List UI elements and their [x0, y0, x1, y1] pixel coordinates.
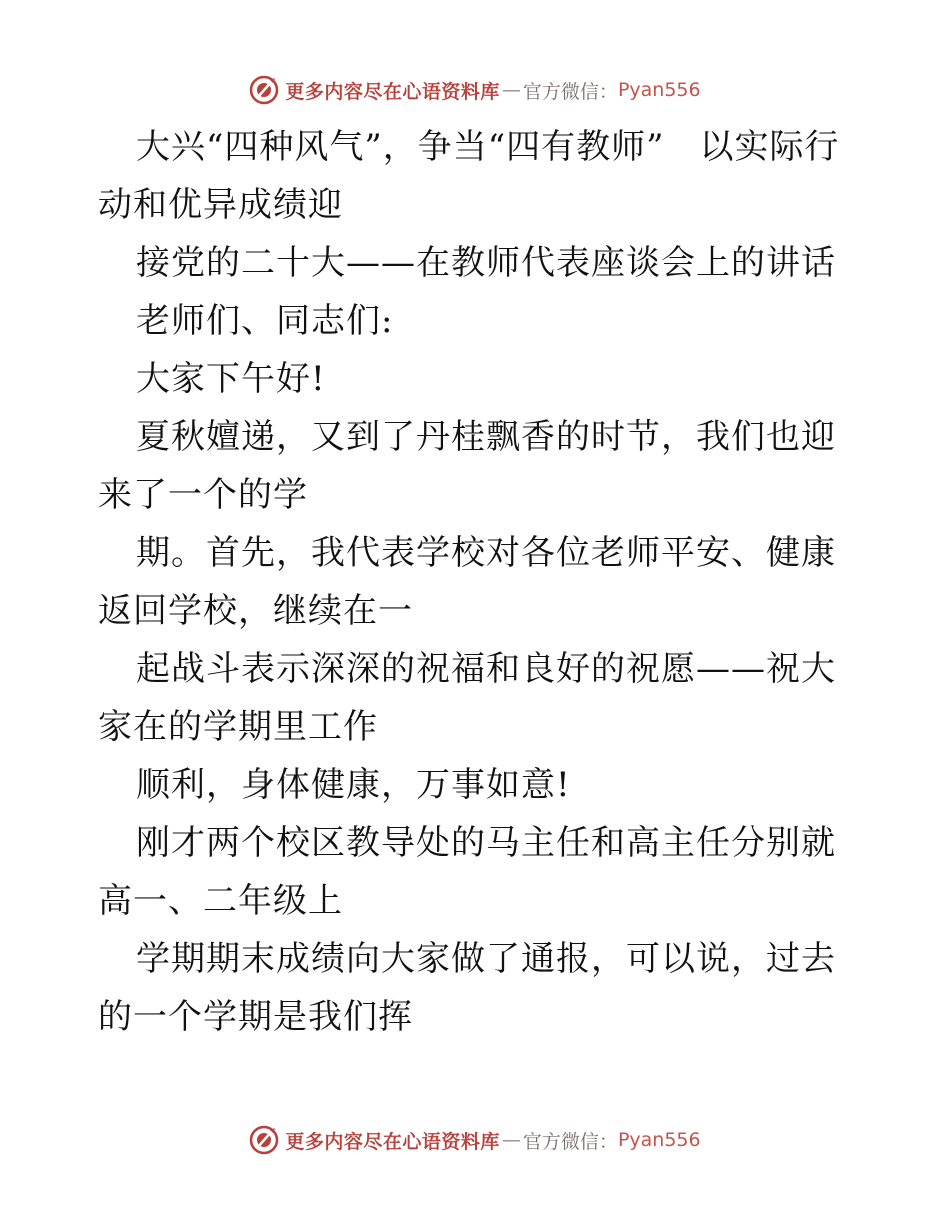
paragraph-salutation: 老师们、同志们:	[136, 301, 394, 341]
paragraph-greeting: 大家下午好!	[136, 359, 326, 399]
paragraph: 夏秋嬗递，又到了丹桂飘香的时节，我们也迎来了一个的学	[98, 417, 836, 515]
brush-logo-icon	[249, 75, 279, 105]
watermark-site-name: 更多内容尽在心语资料库	[285, 80, 500, 103]
paragraph: 顺利，身体健康，万事如意!	[136, 765, 571, 805]
watermark-separator: —	[501, 79, 521, 101]
header-watermark	[0, 70, 950, 110]
paragraph-title-1: 大兴“四种风气”，争当“四有教师” 以实际行动和优异成绩迎	[98, 127, 840, 225]
document-body	[98, 118, 858, 1046]
paragraph-title-2: 接党的二十大——在教师代表座谈会上的讲话	[136, 243, 836, 283]
paragraph: 刚才两个校区教导处的马主任和高主任分别就高一、二年级上	[98, 823, 836, 921]
paragraph: 期。首先，我代表学校对各位老师平安、健康返回学校，继续在一	[98, 533, 836, 631]
watermark-wechat-id: Pyan556	[617, 1129, 701, 1151]
paragraph: 起战斗表示深深的祝福和良好的祝愿——祝大家在的学期里工作	[98, 649, 836, 747]
watermark-wechat-label: 官方微信：	[522, 80, 618, 103]
paragraph: 学期期末成绩向大家做了通报，可以说，过去的一个学期是我们挥	[98, 939, 836, 1037]
footer-watermark	[0, 1120, 950, 1160]
watermark-wechat-id: Pyan556	[617, 79, 701, 101]
watermark-site-name: 更多内容尽在心语资料库	[285, 1130, 500, 1153]
brush-logo-icon	[249, 1125, 279, 1155]
watermark-wechat-label: 官方微信：	[522, 1130, 618, 1153]
watermark-separator: —	[501, 1129, 521, 1151]
